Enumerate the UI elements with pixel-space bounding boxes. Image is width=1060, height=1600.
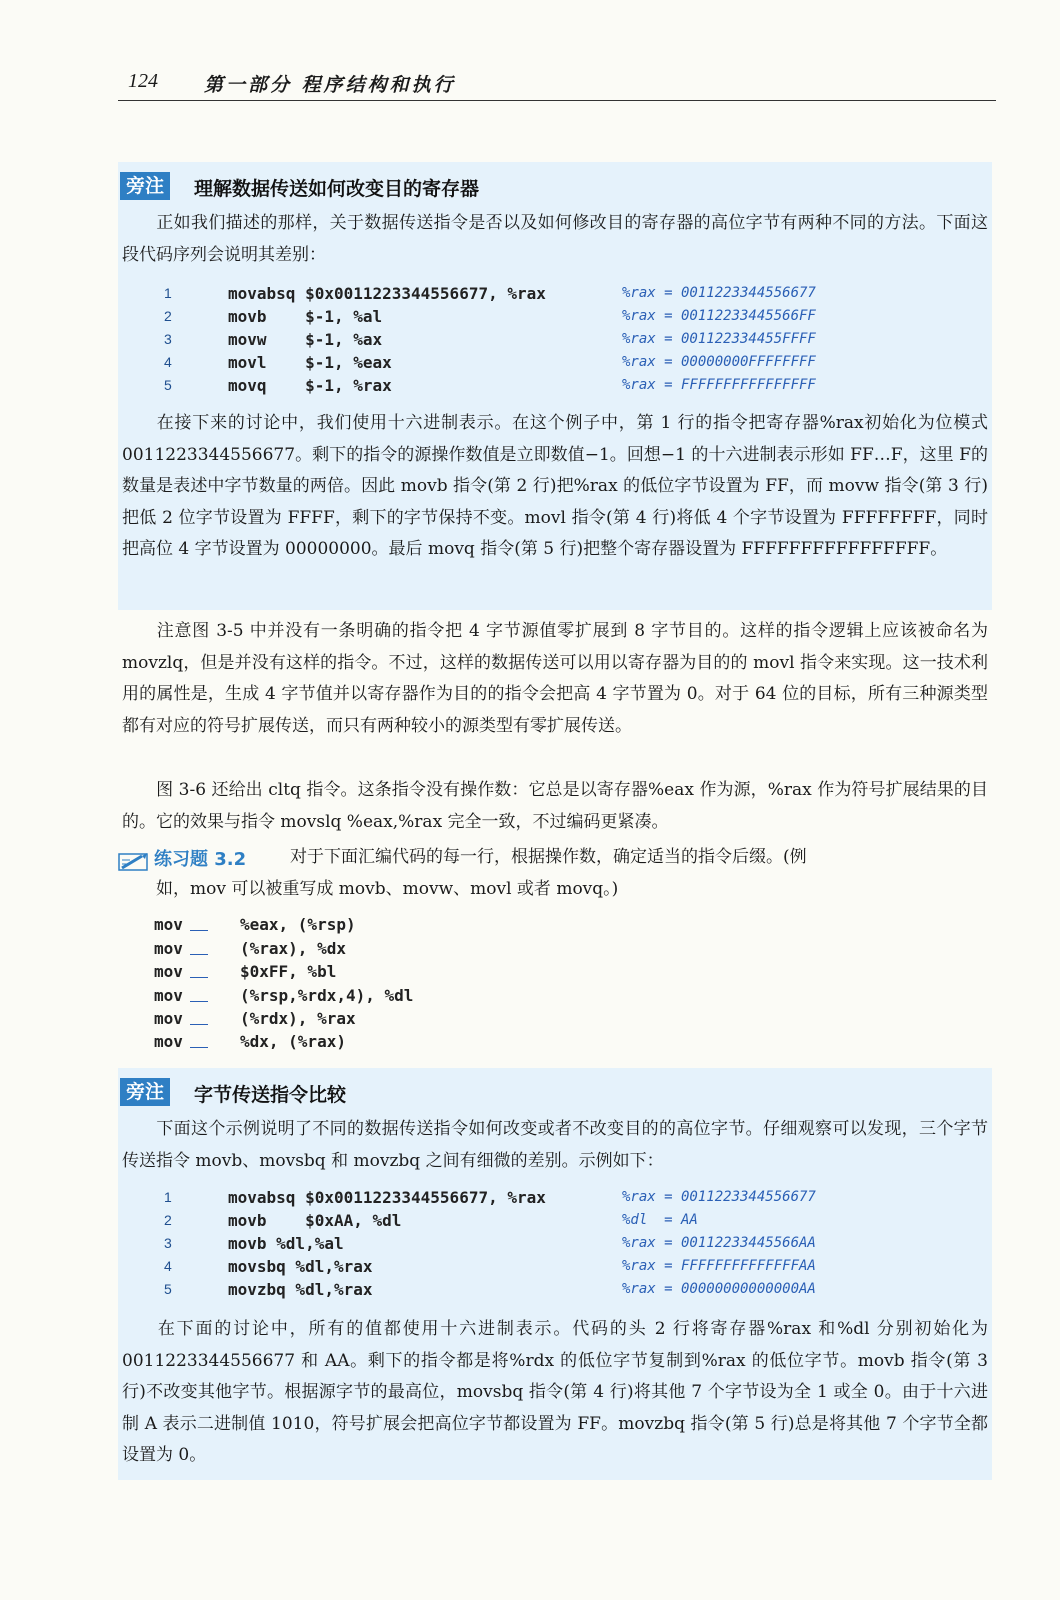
operands: $0xFF, %bl	[240, 962, 337, 981]
suffix-blank	[190, 977, 208, 978]
pencil-practice-icon	[118, 850, 150, 872]
mnemonic: mov	[154, 962, 183, 981]
code-instruction: movw $-1, %ax	[228, 330, 383, 349]
code-comment: %rax = FFFFFFFFFFFFFFAA	[622, 1258, 816, 1274]
aside-intro: 正如我们描述的那样，关于数据传送指令是否以及如何修改目的寄存器的高位字节有两种不同的方法。下面这段代码序列会说明其差别：	[122, 213, 988, 265]
line-number: 2	[164, 1212, 172, 1228]
line-number: 3	[164, 331, 172, 347]
line-number: 2	[164, 308, 172, 324]
aside-tag: 旁注	[120, 1078, 170, 1106]
code-instruction: movsbq %dl,%rax	[228, 1257, 373, 1276]
code-instruction: movzbq %dl,%rax	[228, 1280, 373, 1299]
exercise-text: 对于下面汇编代码的每一行，根据操作数，确定适当的指令后缀。(例	[290, 847, 807, 867]
code-instruction: movabsq $0x0011223344556677, %rax	[228, 284, 546, 303]
mnemonic: mov	[154, 986, 183, 1005]
suffix-blank	[190, 1001, 208, 1002]
line-number: 4	[164, 354, 172, 370]
mnemonic: mov	[154, 1032, 183, 1051]
page-header	[118, 64, 996, 101]
suffix-blank	[190, 1024, 208, 1025]
operands: (%rsp,%rdx,4), %dl	[240, 986, 414, 1005]
mnemonic: mov	[154, 915, 183, 934]
code-comment: %rax = 001122334455FFFF	[622, 331, 816, 347]
code-comment: %rax = FFFFFFFFFFFFFFFF	[622, 377, 816, 393]
code-comment: %rax = 00112233445566FF	[622, 308, 816, 324]
body-paragraph: 注意图 3-5 中并没有一条明确的指令把 4 字节源值零扩展到 8 字节目的。这样的指令逻辑上应该被命名为 movzlq，但是并没有这样的指令。不过，这样的数据传送可以用以寄存器为目的的 movl 指令来实现。这一技术利用的属性是，生成 4 字节值并以寄存器作为目的的指令会把高 4 字节置为 0。对于 64 位的目标，所有三种源类型都有对应的符号扩展传送，而只有两种较小的源类型有零扩展传送。	[122, 621, 988, 736]
suffix-blank	[190, 1047, 208, 1048]
code-comment: %rax = 0011223344556677	[622, 1189, 816, 1205]
aside-explanation: 在下面的讨论中，所有的值都使用十六进制表示。代码的头 2 行将寄存器%rax 和%dl 分别初始化为 0011223344556677 和 AA。剩下的指令都是将%rdx 的低位字节复制到%rax 的低位字节。movb 指令(第 3 行)不改变其他字节。根据源字节的最高位，movsbq 指令(第 4 行)将其他 7 个字节设为全 1 或全 0。由于十六进制 A 表示二进制值 1010，符号扩展会把高位字节都设置为 FF。movzbq 指令(第 5 行)总是将其他 7 个字节全都设置为 0。	[122, 1319, 988, 1465]
line-number: 1	[164, 1189, 172, 1205]
aside-tag: 旁注	[120, 172, 170, 200]
operands: %eax, (%rsp)	[240, 915, 356, 934]
code-instruction: movb $0xAA, %dl	[228, 1211, 402, 1230]
aside-intro: 下面这个示例说明了不同的数据传送指令如何改变或者不改变目的的高位字节。仔细观察可以发现，三个字节传送指令 movb、movsbq 和 movzbq 之间有细微的差别。示例如下：	[122, 1119, 988, 1171]
code-instruction: movq $-1, %rax	[228, 376, 392, 395]
code-instruction: movl $-1, %eax	[228, 353, 392, 372]
code-comment: %dl = AA	[622, 1212, 698, 1228]
code-instruction: movabsq $0x0011223344556677, %rax	[228, 1188, 546, 1207]
line-number: 4	[164, 1258, 172, 1274]
operands: (%rdx), %rax	[240, 1009, 356, 1028]
code-comment: %rax = 00112233445566AA	[622, 1235, 816, 1251]
mnemonic: mov	[154, 939, 183, 958]
line-number: 1	[164, 285, 172, 301]
exercise-label: 练习题 3.2	[154, 849, 247, 870]
code-comment: %rax = 0011223344556677	[622, 285, 816, 301]
line-number: 5	[164, 377, 172, 393]
running-title: 第一部分 程序结构和执行	[204, 74, 456, 96]
suffix-blank	[190, 930, 208, 931]
aside-title: 理解数据传送如何改变目的寄存器	[194, 178, 480, 200]
code-comment: %rax = 00000000000000AA	[622, 1281, 816, 1297]
operands: (%rax), %dx	[240, 939, 346, 958]
code-comment: %rax = 00000000FFFFFFFF	[622, 354, 816, 370]
aside-explanation: 在接下来的讨论中，我们使用十六进制表示。在这个例子中，第 1 行的指令把寄存器%rax初始化为位模式 0011223344556677。剩下的指令的源操作数值是立即数值−1。回想−1 的十六进制表示形如 FF…F，这里 F的数量是表述中字节数量的两倍。因此 movb 指令(第 2 行)把%rax 的低位字节设置为 FF，而 movw 指令(第 3 行)把低 2 位字节设置为 FFFF，剩下的字节保持不变。movl 指令(第 4 行)将低 4 个字节设置为 FFFFFFFF，同时把高位 4 字节设置为 00000000。最后 movq 指令(第 5 行)把整个寄存器设置为 FFFFFFFFFFFFFFFF。	[122, 413, 988, 559]
exercise-text-continued: 如，mov 可以被重写成 movb、movw、movl 或者 movq。)	[156, 879, 619, 899]
suffix-blank	[190, 954, 208, 955]
aside-title: 字节传送指令比较	[194, 1084, 347, 1106]
line-number: 3	[164, 1235, 172, 1251]
code-instruction: movb %dl,%al	[228, 1234, 344, 1253]
body-paragraph: 图 3-6 还给出 cltq 指令。这条指令没有操作数：它总是以寄存器%eax 作为源，%rax 作为符号扩展结果的目的。它的效果与指令 movslq %eax,%rax 完全一致，不过编码更紧凑。	[122, 780, 988, 832]
line-number: 5	[164, 1281, 172, 1297]
page-number: 124	[128, 70, 158, 92]
mnemonic: mov	[154, 1009, 183, 1028]
operands: %dx, (%rax)	[240, 1032, 346, 1051]
code-instruction: movb $-1, %al	[228, 307, 383, 326]
